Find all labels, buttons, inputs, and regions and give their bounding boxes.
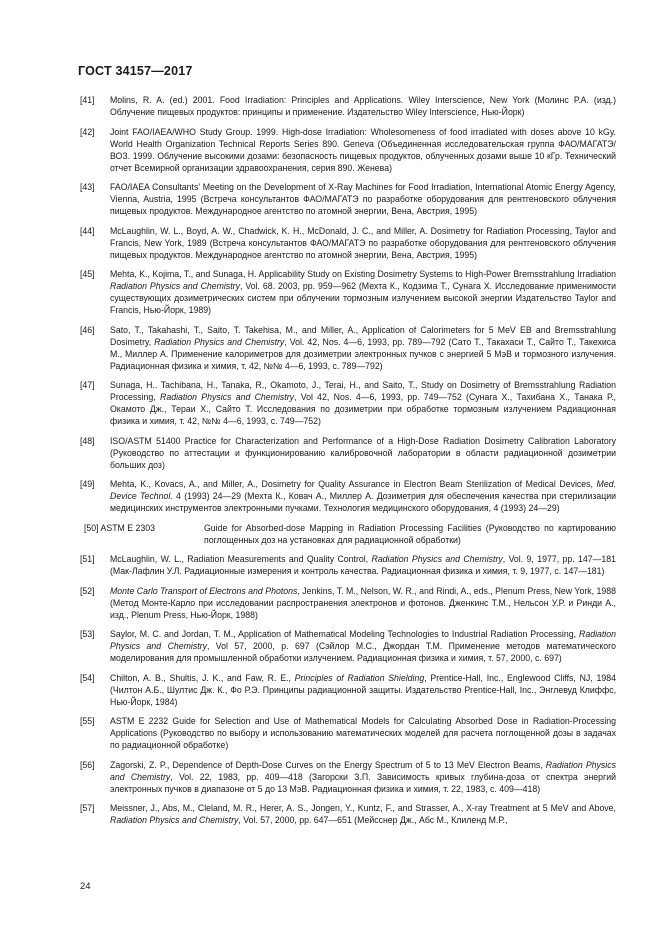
reference-text xyxy=(110,268,616,316)
reference-item xyxy=(80,522,616,546)
reference-text-part: Saylor, M. C. and Jordan, T. M., Application of Mathematical Modeling Technologies to Industrial Radiation Processing, xyxy=(110,629,580,639)
reference-number: [48] xyxy=(80,435,95,446)
reference-number: [51] xyxy=(80,554,95,564)
reference-text-part: 4 (1993) 24—29 (Мехта К., Ковач А., Миллер А. Дозиметрия для обеспечения качества при стерилизации медицинских инструментов электронными пучками. Технология медицинского оборудования, 4 (1993) 24—29) xyxy=(110,491,616,513)
reference-list xyxy=(80,94,616,834)
reference-text-part: Zagorski, Z. P., Dependence of Depth-Dose Curves on the Energy Spectrum of 5 to 13 MeV Electron Beams, xyxy=(110,759,546,770)
reference-italic-text: Radiation Physics and Chemistry xyxy=(110,815,239,825)
reference-text-part: Chilton, A. B., Shultis, J. K., and Faw, R. E., xyxy=(110,672,295,683)
reference-text-part: McLaughlin, W. L., Boyd, A. W., Chadwick, K. H., McDonald, J. C., and Miller, A. Dosimetry for Radiation Processing, Taylor and Francis, New York, 1989 (Встреча консультантов ФАО/МАГАТЭ по разработке оборудования для рентгеновского облучения пищевых продуктов. Международное агентство по атомной энергии, Вена, Австрия, 1995) xyxy=(110,225,616,260)
reference-text xyxy=(110,585,616,621)
reference-text xyxy=(110,715,616,751)
reference-italic-text: Radiation Physics and Chemistry xyxy=(154,336,285,347)
reference-number: [41] xyxy=(80,95,95,105)
reference-item xyxy=(80,628,616,664)
reference-item xyxy=(80,672,616,708)
reference-item xyxy=(80,435,616,471)
reference-item xyxy=(80,94,616,118)
reference-text xyxy=(110,478,616,514)
page-number: 24 xyxy=(80,881,91,892)
reference-item xyxy=(80,759,616,795)
page-header: ГОСТ 34157—2017 xyxy=(78,64,193,78)
reference-italic-text: Radiation Physics and Chemistry xyxy=(110,629,616,651)
reference-item xyxy=(80,126,616,174)
reference-text xyxy=(110,94,616,118)
reference-text xyxy=(204,522,616,546)
reference-number: [57] xyxy=(80,803,95,813)
reference-text xyxy=(110,435,616,471)
reference-italic-text: Radiation Physics and Chemistry xyxy=(110,759,616,782)
reference-text xyxy=(110,379,616,427)
reference-text-part: Joint FAO/IAEA/WHO Study Group. 1999. High-dose Irradiation: Wholesomeness of food irradiated with doses above 10 kGy. World Health Organization Technical Reports Series 890. Geneva (Объединенная исследовательская группа ФАО/МАГАТЭ/ВОЗ. 1999. Облучение высокими дозами: безопасность пищевых продуктов, облученных дозами выше 10 кГр. Технический отчет Всемирной организации здравоохранения, серия 890. Женева) xyxy=(110,126,616,173)
reference-text xyxy=(110,802,616,826)
reference-text-part: , Vol 57, 2000, p. 697 (Сэйлор М.С., Джордан Т.М. Применение методов математического моделирования для промышленной обработки излучением. Радиационная физика и химия, т. 57, 2000, с. 697) xyxy=(110,641,616,663)
reference-item xyxy=(80,802,616,826)
reference-text-part: ISO/ASTM 51400 Practice for Characterization and Performance of a High-Dose Radiation Dosimetry Calibration Laboratory (Руководство по аттестации и функционированию калибровочной лаборатории в области радиационной дозиметрии больших доз) xyxy=(110,435,616,470)
reference-text xyxy=(110,553,616,577)
reference-text xyxy=(110,225,616,261)
reference-italic-text: Radiation Physics and Chemistry xyxy=(160,392,294,402)
reference-text-part: FAO/IAEA Consultants' Meeting on the Development of X-Ray Machines for Food Irradiation, International Atomic Energy Agency, Vienna, Austria, 1995 (Встреча консультантов ФАО/МАГАТЭ по разработке оборудования для рентгеновского облучения пищевых продуктов. Международное агентство по атомной энергии, Вена, Австрия, 1995) xyxy=(110,182,616,216)
reference-text-part: McLaughlin, W. L., Radiation Measurements and Quality Control, xyxy=(110,554,372,564)
reference-italic-text: Radiation Physics and Chemistry xyxy=(110,281,240,291)
reference-item xyxy=(80,181,616,217)
reference-text-part: , Vol. 57, 2000, pp. 647—651 (Мейсснер Дж., Абс М., Клиленд М.Р., xyxy=(238,815,508,825)
reference-item xyxy=(80,324,616,372)
reference-text-part: Mehta, K., Kovacs, A., and Miller, A., Dosimetry for Quality Assurance in Electron Beam Sterilization of Medical Devices, xyxy=(110,479,597,489)
reference-item xyxy=(80,478,616,514)
reference-text-part: Sunaga, H.. Tachibana, H., Tanaka, R., Okamoto, J., Terai, H., and Saito, T., Study on Dosimetry of Bremsstrahlung Radiation Processing, xyxy=(110,380,616,402)
reference-number: [49] xyxy=(80,479,95,489)
reference-text xyxy=(110,759,616,795)
reference-item xyxy=(80,379,616,427)
reference-text-part: , Prentice-Hall, Inc., Englewood Cliffs, NJ, 1984 (Чилтон А.Б., Шултис Дж. К., Фо Р.Э. Принципы радиационной защиты. Издательство Prentice-Hall, Inc., Энглевуд Клиффс, Нью-Йорк, 1984) xyxy=(110,672,616,707)
reference-text-part: Guide for Absorbed-dose Mapping in Radiation Processing Facilities (Руководство по картированию поглощенных доз на установках для радиационной обработки) xyxy=(204,522,616,545)
reference-text-part: , Vol. 42, Nos. 4—6, 1993, pp. 789—792 (Сато Т., Такахаси Т., Сайто Т., Такехиса М., Миллер А. Применение калориметров для дозиметрии электронных пучков с энергией 5 МэВ и тормозного излучения. Радиационная физика и химия, т. 42, №№ 4—6, 1993, с. 789—792) xyxy=(110,336,616,371)
reference-number: [56] xyxy=(80,759,95,770)
reference-italic-text: Med. Device Technol. xyxy=(110,479,616,501)
reference-text-part: , Vol 42, Nos. 4—6, 1993, pp. 749—752 (Сунага Х., Тахибана Х., Танака Р., Окамото Дж., Тераи Х., Сайто Т. Исследования по дозиметрии при обработке тормозным излучением Радиационная физика и химия, т. 42, №№ 4—6, 1993, с. 749—752) xyxy=(110,392,616,426)
reference-number: [55] xyxy=(80,716,95,726)
reference-text xyxy=(110,672,616,708)
reference-item xyxy=(80,268,616,316)
reference-item xyxy=(80,585,616,621)
reference-text-part: , Vol. 9, 1977, pp. 147—181 (Мак-Лафлин У.Л. Радиационные измерения и контроль качества. Радиационная физика и химия, т. 9, 1977, с. 147—181) xyxy=(110,554,616,576)
reference-italic-text: Monte Carlo Transport of Electrons and Photons xyxy=(110,585,298,596)
reference-italic-text: Principles of Radiation Shielding xyxy=(294,672,425,683)
reference-number: [42] xyxy=(80,126,95,137)
reference-number: [53] xyxy=(80,629,95,639)
reference-text-part: , Vol. 22, 1983, pp. 409—418 (Загорски З.П. Зависимость кривых глубина-доза от спектра энергий электронных пучков в диапазоне от 5 до 13 МэВ. Радиационная физика и химия, т. 22, 1983, с. 409—418) xyxy=(110,771,616,794)
reference-text xyxy=(110,628,616,664)
reference-item xyxy=(80,715,616,751)
reference-text-part: , Jenkins, T. M., Nelson, W. R., and Rindi, A., eds., Plenum Press, New York, 1988 (Метод Монте-Карло при исследовании распространения электронов и фотонов. Дженкинс Т.М., Нельсон У.Р. и Ринди А., изд., Plenum Press, Нью-Йорк, 1988) xyxy=(110,585,616,620)
reference-number: [54] xyxy=(80,672,95,683)
reference-text-part: Sato, T., Takahashi, T., Saito, T. Takehisa, M., and Miller, A., Application of Calorimeters for 5 MeV EB and Bremsstrahlung Dosimetry, xyxy=(110,324,616,347)
reference-text-part: , Vol. 68. 2003, pp. 959—962 (Мехта К., Кодзима Т., Сунага Х. Исследование применимости существующих дозиметрических систем при облучении тормозным излучением высокой энергии Издательство Taylor and Francis, Нью-Йорк, 1989) xyxy=(110,281,617,315)
reference-number: [50] ASTM E 2303 xyxy=(84,522,156,533)
reference-number: [44] xyxy=(80,225,95,236)
reference-item xyxy=(80,225,616,261)
reference-number: [45] xyxy=(80,269,95,279)
reference-text-part: Meissner, J., Abs, M., Cleland, M. R., Herer, A. S., Jongen, Y., Kuntz, F., and Strasser, A., X-ray Treatment at 5 MeV and Above, xyxy=(110,803,616,813)
reference-text-part: ASTM E 2232 Guide for Selection and Use of Mathematical Models for Calculating Absorbed Dose in Radiation-Processing Applications (Руководство по выбору и использованию математических моделей для расчета поглощенной дозы в задачах по радиационной обработке) xyxy=(110,716,616,750)
reference-number: [47] xyxy=(80,380,95,390)
reference-number: [46] xyxy=(80,324,95,335)
reference-text xyxy=(110,126,616,174)
reference-number: [43] xyxy=(80,182,95,192)
reference-text-part: Molins, R. A. (ed.) 2001. Food Irradiation: Principles and Applications. Wiley Interscience, New York (Молинс Р.А. (изд.) Облучение пищевых продуктов: принципы и применение. Издательство Wiley Interscience, Нью-Йорк) xyxy=(110,95,616,117)
reference-text xyxy=(110,181,616,217)
reference-text-part: Mehta, K., Kojima, T., and Sunaga, H. Applicability Study on Existing Dosimetry Systems to High-Power Bremsstrahlung Irradiation xyxy=(110,269,616,279)
reference-number: [52] xyxy=(80,585,95,596)
reference-text xyxy=(110,324,616,372)
reference-italic-text: Radiation Physics and Chemistry xyxy=(371,554,503,564)
reference-item xyxy=(80,553,616,577)
